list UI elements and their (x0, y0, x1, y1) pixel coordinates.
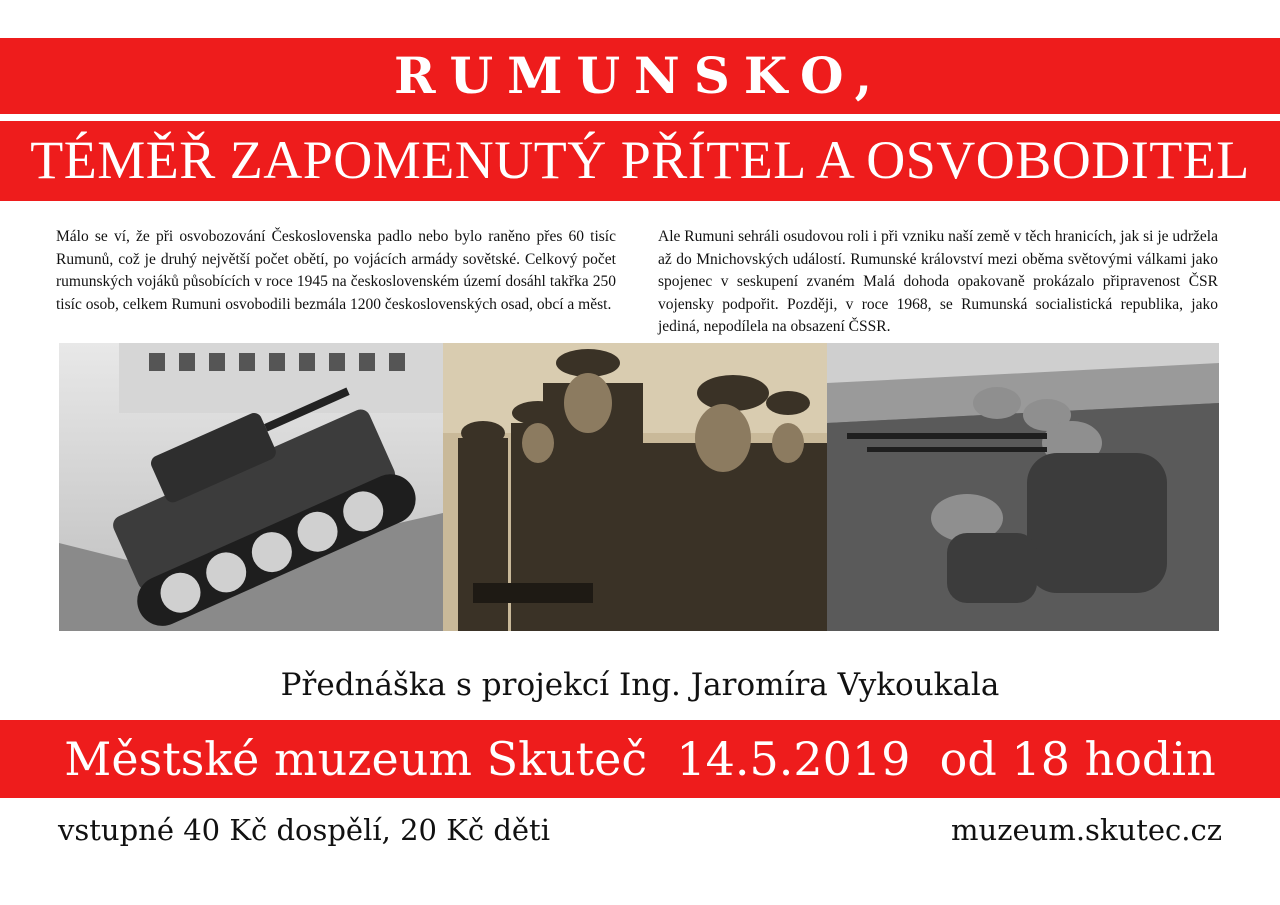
title-line1: RUMUNSKO, (393, 46, 887, 105)
admission-text: vstupné 40 Kč dospělí, 20 Kč děti (58, 813, 550, 847)
title-line2: TÉMĚŘ ZAPOMENUTÝ PŘÍTEL A OSVOBODITEL (30, 130, 1250, 190)
event-venue-date: Městské muzeum Skuteč 14.5.2019 od 18 hodin (64, 732, 1216, 786)
title-band-bottom (0, 121, 1280, 201)
title-band-top (0, 38, 1280, 114)
photo-soldiers (827, 343, 1219, 631)
intro-paragraph-right: Ale Rumuni sehráli osudovou roli i při vzniku naší země v těch hranicích, jak si je udržela až do Mnichovských událostí. Rumunské království mezi oběma světovými válkami jako spojenec v seskupení zvaném Malá dohoda opakovaně prokázalo připravenost ČSR vojensky podpořit. Později, v roce 1968, se Rumunská socialistická republika, jako jediná, nepodílela na obsazení ČSSR. (658, 228, 1218, 336)
photo-strip (59, 343, 1219, 631)
photo-tank (59, 343, 443, 631)
event-band (0, 720, 1280, 798)
photo-officers (443, 343, 827, 631)
lecture-line: Přednáška s projekcí Ing. Jaromíra Vykoukala (280, 667, 1000, 703)
intro-paragraph-left: Málo se ví, že při osvobozování Československa padlo nebo bylo raněno přes 60 tisíc Rumunů, což je druhý největší počet obětí, po vojácích armády sovětské. Celkový počet rumunských vojáků působících v roce 1945 na československém území dosáhl takřka 250 tisíc osob, celkem Rumuni osvobodili bezmála 1200 československých osad, obcí a měst. (56, 228, 616, 313)
website-link[interactable]: muzeum.skutec.cz (951, 813, 1222, 847)
